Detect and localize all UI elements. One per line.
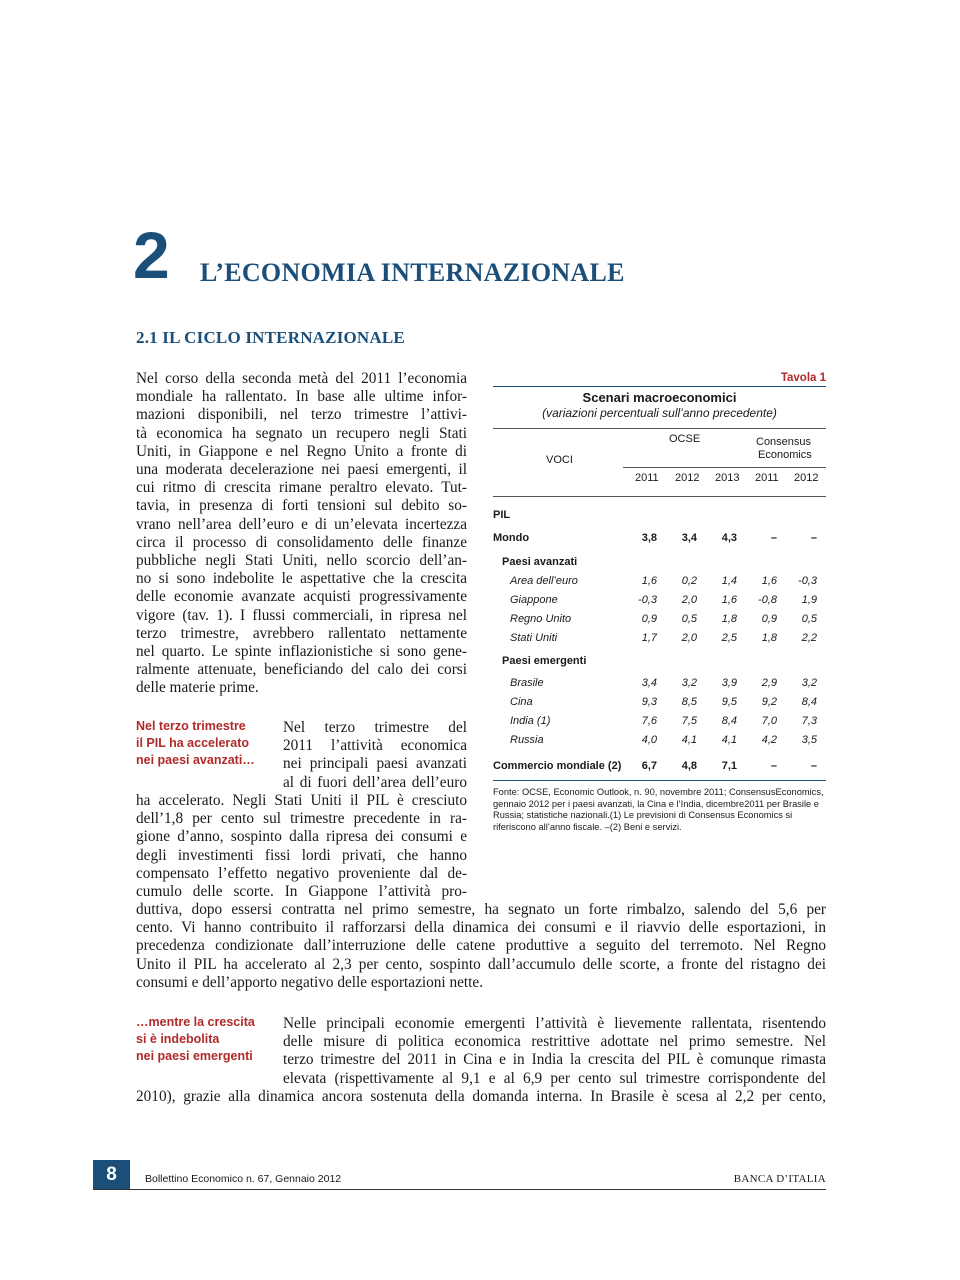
cell-value: 0,5: [801, 613, 817, 625]
text-line: duttiva, dopo essersi contratta nel primo semestre, ha segnato un forte rimbalzo, salendo del 5,6 per: [136, 901, 826, 918]
table-bottom-rule: [493, 780, 826, 781]
cell-value: 0,5: [681, 613, 697, 625]
cell-value: 1,7: [641, 632, 657, 644]
table-subtitle: (variazioni percentuali sull’anno precedente): [542, 406, 777, 420]
cell-value: 7,5: [681, 715, 697, 727]
row-label: Russia: [510, 734, 544, 746]
table-note-line: 2011 per Brasile e Russia; statistiche nazionali.: [493, 798, 819, 821]
cell-value: 3,2: [681, 677, 697, 689]
row-emergenti: [493, 693, 826, 712]
text-line: tà economica ha segnato un recupero negli Stati: [136, 424, 467, 442]
cell-value: 3,5: [801, 734, 817, 746]
cell-value: 6,7: [641, 760, 657, 772]
row-emergenti: [493, 674, 826, 693]
page-number: 8: [93, 1160, 130, 1190]
row-label: PIL: [493, 509, 511, 521]
text-line: circa il processo di consolidamento delle finanze: [136, 533, 467, 551]
text-line: vrano nell’area dell’euro e di un’elevata incertezza: [136, 515, 467, 533]
cell-value: 3,9: [721, 677, 737, 689]
cell-value: 1,8: [721, 613, 737, 625]
cell-value: 2,0: [681, 594, 697, 606]
paragraph-2-middle: [136, 792, 467, 901]
text-line: ha accelerato. Negli Stati Uniti il PIL è cresciuto: [136, 792, 467, 809]
row-label: Mondo: [493, 532, 530, 544]
text-line: 2011 l’attività economica: [283, 737, 467, 755]
margin-note-line: nei paesi emergenti: [136, 1049, 253, 1063]
cell-value: -0,3: [638, 594, 657, 606]
cell-value: 9,3: [641, 696, 657, 708]
row-avanzati: [493, 572, 826, 591]
row-group-emergenti: [493, 648, 826, 674]
cell-value: –: [810, 532, 817, 544]
cell-value: –: [770, 760, 777, 772]
row-mondo: [493, 527, 826, 553]
text-line: Nel corso della seconda metà del 2011 l’economia: [136, 370, 467, 387]
row-label: Paesi avanzati: [502, 556, 578, 568]
text-line: mondiale ha rallentato. In base alle ultime infor-: [136, 388, 467, 406]
chapter-title: L’ECONOMIA INTERNAZIONALE: [200, 258, 625, 287]
row-label: Cina: [510, 696, 533, 708]
cell-value: 2,5: [721, 632, 737, 644]
row-section-pil: [493, 497, 826, 527]
text-line: vigore (tav. 1). I flussi commerciali, in ripresa nel: [136, 606, 467, 624]
row-commercio: [493, 750, 826, 780]
text-line: tavia, in presenza di forti tensioni sul debito so-: [136, 497, 467, 515]
row-label: Paesi emergenti: [502, 655, 587, 667]
table-label: Tavola 1: [780, 372, 826, 384]
text-line: consumi e dell’apporto negativo delle esportazioni nette.: [136, 973, 484, 991]
footer-rule: [93, 1189, 826, 1190]
cell-value: 0,9: [641, 613, 657, 625]
margin-note-line: …mentre la crescita: [136, 1015, 255, 1029]
margin-note-2: [136, 1014, 255, 1065]
text-line: Nelle principali economie emergenti l’attività è lievemente rallentata, risentendo: [283, 1015, 826, 1032]
header-year-rule: [623, 467, 826, 468]
cell-value: 1,8: [761, 632, 777, 644]
text-line: pubbliche negli Stati Uniti, nello scorcio dell’an-: [136, 552, 467, 570]
footer-publication: Bollettino Economico n. 67, Gennaio 2012: [145, 1173, 342, 1185]
text-line: delle misure di politica economica restrittive adottate nel primo semestre. Nel: [283, 1033, 826, 1051]
cell-value: –: [810, 760, 817, 772]
text-line: 2010), grazie alla dinamica ancora sostenuta della domanda interna. In Brasile è scesa al 2,2 per cento,: [136, 1088, 826, 1105]
text-line: degli investimenti fissi lordi privati, che hanno: [136, 846, 467, 864]
cell-value: 4,1: [721, 734, 737, 746]
cell-value: 4,3: [721, 532, 737, 544]
cell-value: –: [770, 532, 777, 544]
cell-value: 1,6: [641, 575, 657, 587]
cell-value: -0,8: [758, 594, 777, 606]
table-note: [493, 787, 826, 833]
text-line: mazioni disponibili, nel terzo trimestre l’attivi-: [136, 406, 467, 424]
cell-value: 4,2: [761, 734, 777, 746]
cell-value: 4,0: [641, 734, 657, 746]
cell-value: 1,6: [721, 594, 737, 606]
cell-value: 0,2: [681, 575, 697, 587]
row-label: Commercio mondiale (2): [493, 760, 622, 772]
text-line: nei principali paesi avanzati: [283, 755, 467, 773]
cell-value: 9,5: [721, 696, 737, 708]
paragraph-2-full: [136, 901, 826, 992]
cell-value: 4,1: [681, 734, 697, 746]
text-line: Uniti, in Giappone e nel Regno Unito a fronte di: [136, 442, 467, 460]
row-emergenti: [493, 731, 826, 750]
text-line: al di fuori dell’area dell’euro: [283, 773, 467, 791]
row-label: Regno Unito: [510, 613, 572, 625]
header-economics: Economics: [758, 449, 812, 461]
footer-publisher: BANCA D’ITALIA: [733, 1173, 826, 1185]
text-line: delle materie prime.: [136, 679, 259, 697]
cell-value: 3,8: [641, 532, 657, 544]
cell-value: 1,6: [761, 575, 777, 587]
text-line: cento. Vi hanno contribuito il rafforzarsi della dinamica dei consumi e il riavvio delle esportazioni, in: [136, 919, 826, 937]
table-note-line: Economics, gennaio 2012 per i paesi avanzati, la Cina e l’India, dicembre: [493, 787, 824, 809]
text-line: una moderata decelerazione nei paesi emergenti, il: [136, 461, 467, 479]
cell-value: -0,3: [798, 575, 817, 587]
text-line: elevata (rispettivamente al 9,1 e al 6,9 per cento sul trimestre corrispondente del: [283, 1069, 826, 1087]
text-line: no si sono indebolite le aspettative che la crescita: [136, 570, 467, 588]
row-label: Area dell’euro: [510, 575, 578, 587]
table-body: [493, 497, 826, 780]
section-title: 2.1 IL CICLO INTERNAZIONALE: [136, 328, 405, 347]
table-title: Scenari macroeconomici: [582, 390, 737, 405]
cell-value: 7,1: [721, 760, 737, 772]
cell-value: 8,4: [721, 715, 737, 727]
cell-value: 4,8: [681, 760, 697, 772]
row-label: India (1): [510, 715, 551, 727]
text-line: Unito il PIL ha accelerato al 2,3 per cento, sospinto dall’accumulo delle scorte, a fronte del ristagno dei: [136, 955, 826, 973]
text-line: Nel terzo trimestre del: [283, 719, 467, 736]
row-group-avanzati: [493, 553, 826, 572]
row-emergenti: [493, 712, 826, 731]
cell-value: 2,2: [801, 632, 817, 644]
cell-value: 1,4: [721, 575, 737, 587]
text-line: delle economie avanzate acquisti progressivamente: [136, 588, 467, 606]
paragraph-3-full: [136, 1088, 826, 1106]
cell-value: 9,2: [761, 696, 777, 708]
row-avanzati: [493, 591, 826, 610]
text-line: terzo trimestre del 2011 in Cina e in India la crescita del PIL è comunque rimasta: [283, 1051, 826, 1069]
cell-value: 2,0: [681, 632, 697, 644]
text-line: precedenza condizionate dall’interruzione delle catene produttive a seguito del terremoto. Nel Regno: [136, 937, 826, 955]
year-col-5: 2012: [794, 472, 819, 484]
text-line: terzo trimestre, avrebbero rallentato nettamente: [136, 624, 467, 642]
text-line: cui ritmo di crescita rimane peraltro elevato. Tut-: [136, 479, 467, 497]
year-col-2: 2012: [675, 472, 700, 484]
row-label: Brasile: [510, 677, 544, 689]
margin-note-line: si è indebolita: [136, 1032, 220, 1046]
cell-value: 2,9: [761, 677, 777, 689]
paragraph-3-indented: [283, 1015, 826, 1088]
margin-note-line: il PIL ha accelerato: [136, 736, 250, 750]
cell-value: 7,0: [761, 715, 777, 727]
cell-value: 7,6: [641, 715, 657, 727]
margin-note-1: [136, 718, 255, 769]
text-line: compensato l’effetto negativo proveniente dal de-: [136, 864, 467, 882]
table-tavola-1: [493, 372, 826, 833]
header-voci: VOCI: [546, 454, 573, 466]
text-line: cumulo delle scorte. In Giappone l’attività pro-: [136, 883, 467, 901]
text-line: dell’1,8 per cento sul trimestre precedente in ra-: [136, 810, 467, 828]
cell-value: 8,4: [801, 696, 817, 708]
cell-value: 3,2: [801, 677, 817, 689]
table-note-line: Fonte: OCSE, Economic Outlook, n. 90, novembre 2011; Consensus: [493, 787, 776, 797]
cell-value: 3,4: [681, 532, 697, 544]
table-note-line: (1) Le previsioni di Consensus Economics si riferiscono all’anno fiscale. –: [493, 810, 793, 832]
text-line: gione d’anno, sospinto dalla ripresa dei consumi e: [136, 828, 467, 846]
table-top-rule: [493, 386, 826, 387]
year-col-4: 2011: [755, 472, 779, 484]
paragraph-2-indented: [283, 719, 467, 792]
cell-value: 1,9: [801, 594, 817, 606]
text-line: nel quarto. Le spinte inflazionistiche si sono gene-: [136, 643, 467, 661]
paragraph-1: [136, 370, 467, 698]
text-line: ralmente attenuate, beneficiando del calo dei corsi: [136, 661, 467, 679]
cell-value: 0,9: [761, 613, 777, 625]
row-avanzati: [493, 610, 826, 629]
row-label: Giappone: [510, 594, 558, 606]
chapter-number: 2: [133, 218, 170, 292]
cell-value: 7,3: [801, 715, 817, 727]
table-note-line: (2) Beni e servizi.: [609, 821, 682, 832]
year-col-3: 2013: [715, 472, 740, 484]
header-ocse: OCSE: [669, 433, 701, 445]
row-avanzati: [493, 629, 826, 648]
header-consensus: Consensus: [756, 436, 812, 448]
row-label: Stati Uniti: [510, 632, 558, 644]
margin-note-line: nei paesi avanzati…: [136, 753, 255, 767]
margin-note-line: Nel terzo trimestre: [136, 719, 246, 733]
table-header: [493, 428, 826, 497]
cell-value: 8,5: [681, 696, 697, 708]
year-col-1: 2011: [635, 472, 659, 484]
cell-value: 3,4: [641, 677, 657, 689]
